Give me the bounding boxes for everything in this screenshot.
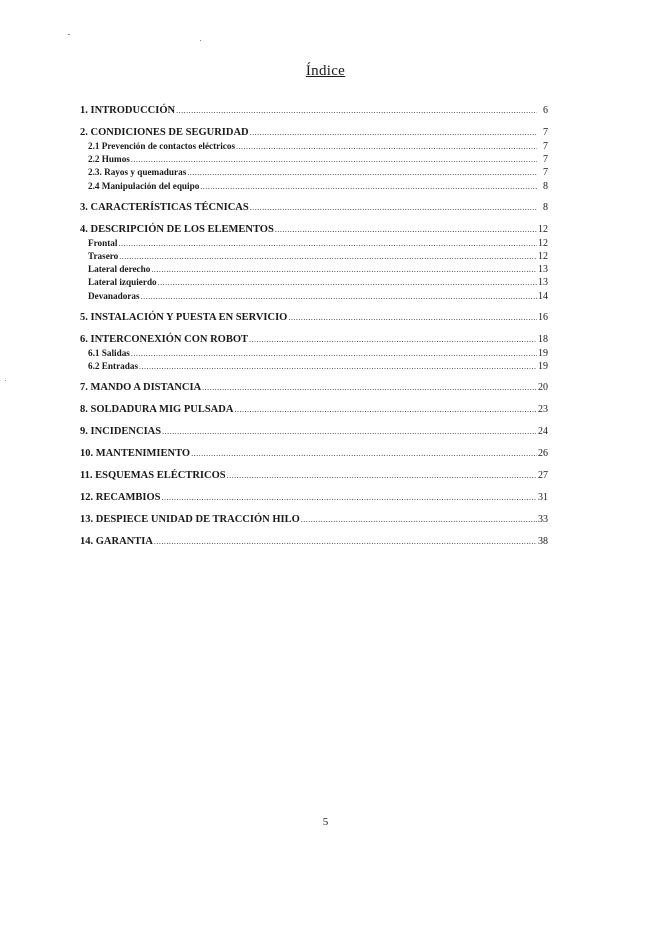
- toc-section: [80, 104, 548, 118]
- dot-leader: [301, 513, 537, 527]
- dot-leader: [158, 276, 537, 289]
- toc-subentry[interactable]: [80, 360, 548, 373]
- toc-subentry[interactable]: [80, 237, 548, 250]
- toc-page-number: 14: [538, 290, 548, 302]
- toc-entry[interactable]: [80, 447, 548, 461]
- toc-page-number: 19: [538, 361, 548, 373]
- dot-leader: [162, 425, 537, 439]
- toc-section: [80, 491, 548, 505]
- page-number: 5: [322, 816, 329, 828]
- toc-entry[interactable]: [80, 333, 548, 347]
- toc-page-number: 7: [543, 154, 548, 166]
- dot-leader: [202, 381, 537, 395]
- toc-subentry[interactable]: [80, 347, 548, 360]
- toc-section: [80, 513, 548, 527]
- toc-entry-label: Devanadoras: [88, 290, 140, 301]
- toc-entry-label: 12. RECAMBIOS: [80, 492, 161, 504]
- toc-entry-label: 7. MANDO A DISTANCIA: [80, 382, 202, 394]
- toc-page-number: 6: [543, 105, 548, 116]
- dot-leader: [236, 140, 537, 153]
- toc-entry[interactable]: [80, 381, 548, 395]
- toc-page-number: 24: [538, 426, 548, 438]
- toc-page-number: 33: [538, 514, 548, 526]
- dot-leader: [234, 403, 537, 417]
- toc-section: [80, 403, 548, 417]
- dot-leader: [187, 166, 537, 179]
- toc-entry[interactable]: [80, 491, 548, 505]
- toc-section: [80, 381, 548, 395]
- toc-subentry[interactable]: [80, 276, 548, 289]
- dot-leader: [249, 333, 537, 347]
- toc-page-number: 20: [538, 382, 548, 394]
- toc-entry-label: 2.2 Humos: [88, 154, 130, 165]
- toc-page-number: 12: [538, 251, 548, 263]
- toc-section: [80, 201, 548, 215]
- toc-page-number: 13: [538, 277, 548, 289]
- toc-page-number: 12: [538, 237, 548, 249]
- toc-section: [80, 333, 548, 373]
- toc-entry-label: 6.2 Entradas: [88, 361, 139, 372]
- toc-entry-label: 2.1 Prevención de contactos eléctricos: [88, 141, 236, 151]
- dot-leader: [191, 447, 537, 461]
- toc-entry-label: 5. INSTALACIÓN Y PUESTA EN SERVICIO: [80, 311, 288, 323]
- toc-entry[interactable]: [80, 403, 548, 417]
- toc-entry[interactable]: [80, 126, 548, 140]
- toc-entry-label: 2.3. Rayos y quemaduras: [88, 167, 187, 178]
- toc-entry-label: Trasero: [88, 251, 119, 262]
- toc-section: [80, 311, 548, 325]
- dot-leader: [176, 104, 537, 118]
- scan-speck: [68, 34, 70, 35]
- toc-entry[interactable]: [80, 469, 548, 483]
- toc-entry-label: 6.1 Salidas: [88, 347, 130, 358]
- toc-subentry[interactable]: [80, 180, 548, 193]
- toc-entry-label: Frontal: [88, 237, 118, 248]
- toc-page-number: 18: [538, 333, 548, 345]
- toc-subentry[interactable]: [80, 140, 548, 153]
- dot-leader: [250, 201, 537, 215]
- toc-entry-label: 6. INTERCONEXIÓN CON ROBOT: [80, 333, 249, 345]
- toc-section: [80, 469, 548, 483]
- toc-entry-label: Lateral izquierdo: [88, 277, 157, 288]
- toc-section: [80, 425, 548, 439]
- dot-leader: [131, 347, 537, 360]
- toc-page-number: 8: [543, 201, 548, 213]
- toc-section: [80, 535, 548, 549]
- toc-entry-label: 14. GARANTIA: [80, 536, 153, 548]
- toc-section: [80, 223, 548, 303]
- toc-entry[interactable]: [80, 425, 548, 439]
- dot-leader: [139, 360, 537, 373]
- dot-leader: [162, 491, 537, 505]
- dot-leader: [119, 250, 537, 263]
- toc-page-number: 27: [538, 470, 548, 482]
- toc-section: [80, 126, 548, 193]
- toc-entry-label: 3. CARACTERÍSTICAS TÉCNICAS: [80, 201, 249, 213]
- toc-entry[interactable]: [80, 104, 548, 118]
- dot-leader: [131, 153, 537, 166]
- toc-page-number: 31: [538, 492, 548, 504]
- toc-page-number: 12: [538, 223, 548, 235]
- page-title: Índice: [305, 63, 346, 79]
- toc-entry-label: 1. INTRODUCCIÓN: [80, 105, 176, 116]
- dot-leader: [154, 535, 537, 549]
- toc-entry[interactable]: [80, 223, 548, 237]
- table-of-contents: [80, 104, 548, 557]
- toc-section: [80, 447, 548, 461]
- toc-page-number: 16: [538, 311, 548, 323]
- toc-subentry[interactable]: [80, 166, 548, 179]
- toc-page-number: 13: [538, 264, 548, 276]
- toc-entry-label: 2. CONDICIONES DE SEGURIDAD: [80, 127, 249, 138]
- toc-subentry[interactable]: [80, 250, 548, 263]
- scan-speck: [5, 380, 6, 381]
- toc-subentry[interactable]: [80, 153, 548, 166]
- dot-leader: [227, 469, 537, 483]
- toc-entry-label: Lateral derecho: [88, 264, 151, 275]
- toc-page-number: 38: [538, 536, 548, 548]
- toc-entry-label: 4. DESCRIPCIÓN DE LOS ELEMENTOS: [80, 223, 274, 235]
- toc-entry-label: 10. MANTENIMIENTO: [80, 448, 191, 460]
- toc-page-number: 8: [543, 180, 548, 192]
- toc-page-number: 26: [538, 448, 548, 460]
- toc-entry-label: 11. ESQUEMAS ELÉCTRICOS: [80, 470, 226, 482]
- dot-leader: [288, 311, 537, 325]
- toc-page-number: 7: [543, 127, 548, 138]
- toc-entry[interactable]: [80, 201, 548, 215]
- toc-entry[interactable]: [80, 513, 548, 527]
- toc-entry-label: 9. INCIDENCIAS: [80, 426, 162, 438]
- dot-leader: [250, 126, 537, 140]
- dot-leader: [200, 180, 537, 193]
- toc-subentry[interactable]: [80, 263, 548, 276]
- toc-entry[interactable]: [80, 311, 548, 325]
- dot-leader: [118, 237, 537, 250]
- scan-speck: [200, 40, 201, 41]
- toc-page-number: 7: [543, 167, 548, 179]
- toc-entry[interactable]: [80, 535, 548, 549]
- toc-page-number: 19: [538, 347, 548, 359]
- toc-entry-label: 2.4 Manipulación del equipo: [88, 180, 200, 191]
- dot-leader: [141, 290, 537, 303]
- toc-subentry[interactable]: [80, 290, 548, 303]
- dot-leader: [275, 223, 537, 237]
- toc-page-number: 7: [543, 141, 548, 152]
- toc-page-number: 23: [538, 404, 548, 416]
- dot-leader: [151, 263, 537, 276]
- toc-entry-label: 13. DESPIECE UNIDAD DE TRACCIÓN HILO: [80, 514, 300, 526]
- toc-entry-label: 8. SOLDADURA MIG PULSADA: [80, 404, 234, 416]
